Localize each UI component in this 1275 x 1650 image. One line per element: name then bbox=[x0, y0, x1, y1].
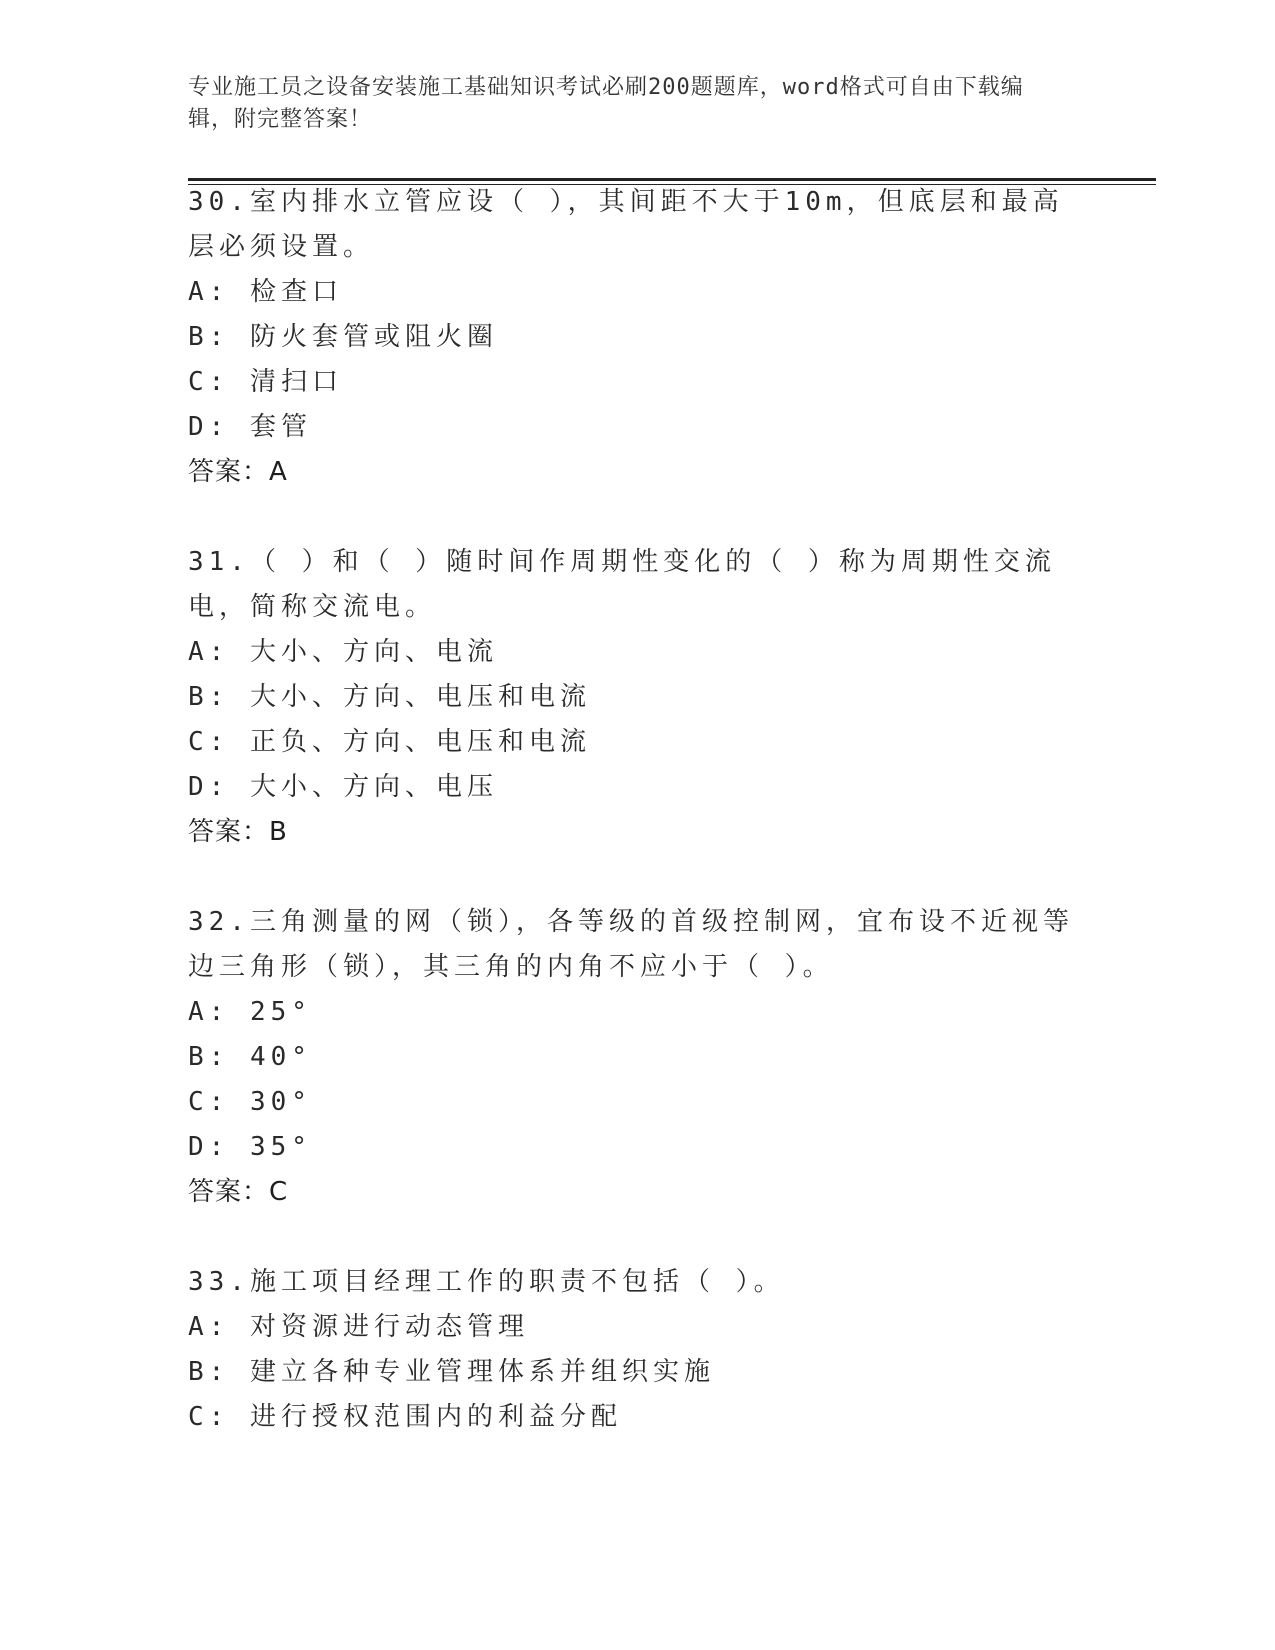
answer-label: 答案：A bbox=[188, 457, 288, 487]
option-b: B: 大小、方向、电压和电流 bbox=[188, 682, 591, 712]
question-stem: 32.三角测量的网（锁），各等级的首级控制网，宜布设不近视等边三角形（锁），其三角的内角不应小于（ ）。 bbox=[188, 907, 1074, 982]
question-stem: 31.（ ）和（ ）随时间作周期性变化的（ ）称为周期性交流电，简称交流电。 bbox=[188, 547, 1056, 622]
question-32 bbox=[188, 900, 1088, 1215]
option-d: D: 35° bbox=[188, 1132, 312, 1162]
question-33 bbox=[188, 1260, 1088, 1440]
option-d: D: 大小、方向、电压 bbox=[188, 772, 498, 802]
option-a: A: 对资源进行动态管理 bbox=[188, 1312, 529, 1342]
option-a: A: 25° bbox=[188, 997, 312, 1027]
question-stem: 30.室内排水立管应设（ ），其间距不大于10m，但底层和最高层必须设置。 bbox=[188, 187, 1064, 262]
option-b: B: 建立各种专业管理体系并组织实施 bbox=[188, 1357, 715, 1387]
option-d: D: 套管 bbox=[188, 412, 312, 442]
option-a: A: 大小、方向、电流 bbox=[188, 637, 498, 667]
question-stem: 33.施工项目经理工作的职责不包括（ ）。 bbox=[188, 1267, 785, 1297]
option-c: C: 30° bbox=[188, 1087, 312, 1117]
answer-label: 答案：B bbox=[188, 817, 288, 847]
document-header: 专业施工员之设备安装施工基础知识考试必刷200题题库，word格式可自由下载编辑，附完整答案！ bbox=[188, 75, 1024, 132]
question-31 bbox=[188, 540, 1088, 855]
option-c: C: 正负、方向、电压和电流 bbox=[188, 727, 591, 757]
option-c: C: 进行授权范围内的利益分配 bbox=[188, 1402, 622, 1432]
answer-label: 答案：C bbox=[188, 1177, 289, 1207]
option-a: A: 检查口 bbox=[188, 277, 343, 307]
option-b: B: 防火套管或阻火圈 bbox=[188, 322, 498, 352]
option-b: B: 40° bbox=[188, 1042, 312, 1072]
option-c: C: 清扫口 bbox=[188, 367, 343, 397]
question-30 bbox=[188, 180, 1088, 495]
